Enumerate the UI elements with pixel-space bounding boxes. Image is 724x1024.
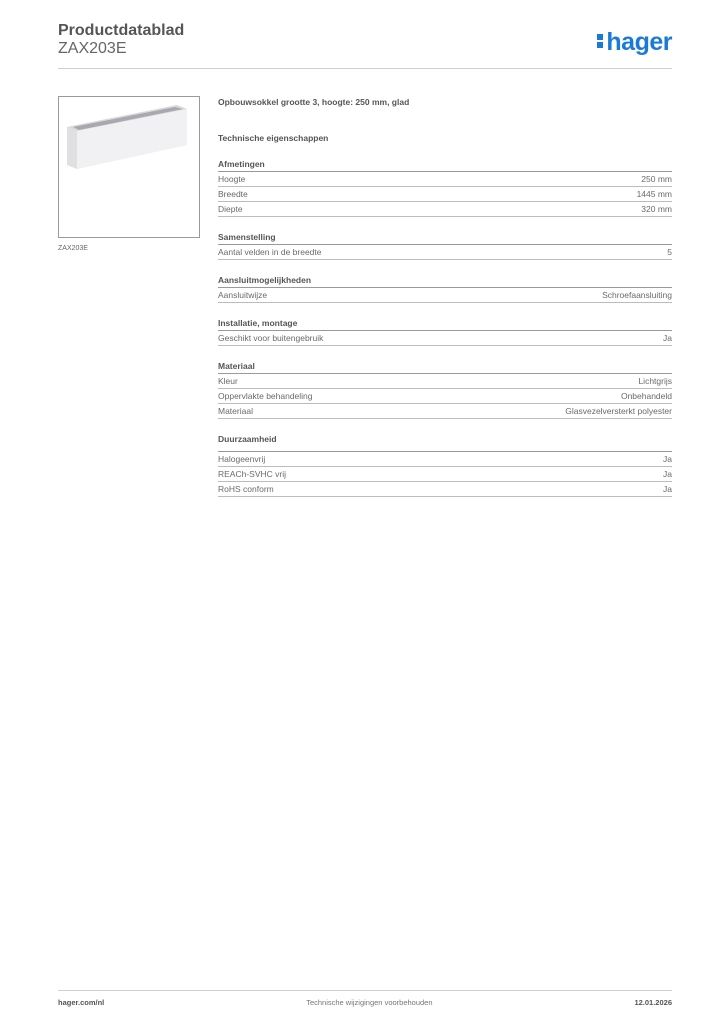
spec-row [218,288,672,303]
spec-row [218,404,672,419]
section-aansluitmogelijkheden [218,274,672,303]
section-title: Aansluitmogelijkheden [218,274,672,288]
section-materiaal [218,360,672,419]
spec-value: 250 mm [641,174,672,184]
spec-value: Onbehandeld [620,391,672,401]
spec-value: Ja [663,469,672,479]
product-image [58,96,200,238]
spec-label: Diepte [218,204,243,214]
spec-row [218,467,672,482]
section-title: Samenstelling [218,231,672,245]
image-caption: ZAX203E [58,245,88,252]
spec-label: Halogeenvrij [218,454,266,464]
spec-value: 5 [667,247,672,257]
product-description: Opbouwsokkel grootte 3, hoogte: 250 mm, glad [218,97,410,107]
spec-row [218,482,672,497]
product-plinth-icon [59,97,199,237]
logo-dots-icon [597,32,604,50]
spec-row [218,245,672,260]
spec-label: Aantal velden in de breedte [218,247,322,257]
spec-value: Glasvezelversterkt polyester [565,406,672,416]
technical-properties-title: Technische eigenschappen [218,133,329,143]
spec-row [218,187,672,202]
spec-value: Schroefaansluiting [602,290,672,300]
spec-row [218,202,672,217]
spec-label: Materiaal [218,406,253,416]
hager-logo [597,28,672,57]
footer-date: 12.01.2026 [634,998,672,1007]
spec-label: Oppervlakte behandeling [218,391,313,401]
spec-value: Ja [663,484,672,494]
section-samenstelling [218,231,672,260]
product-details [218,96,672,497]
spec-value: Ja [663,454,672,464]
spec-row [218,452,672,467]
section-installatie-montage [218,317,672,346]
footer-divider [58,990,672,991]
spec-row [218,389,672,404]
spec-label: RoHS conform [218,484,274,494]
section-title: Materiaal [218,360,672,374]
section-afmetingen [218,158,672,217]
spec-value: Lichtgrijs [638,376,672,386]
spec-label: Breedte [218,189,248,199]
spec-row [218,172,672,187]
spec-row [218,374,672,389]
spec-label: Geschikt voor buitengebruik [218,333,324,343]
section-title: Afmetingen [218,158,672,172]
section-duurzaamheid [218,433,672,497]
header-divider [58,68,672,69]
spec-value: 1445 mm [636,189,672,199]
spec-label: Aansluitwijze [218,290,268,300]
spec-label: REACh-SVHC vrij [218,469,287,479]
footer-website-link[interactable]: hager.com/nl [58,998,105,1007]
section-title: Installatie, montage [218,317,672,331]
spec-label: Kleur [218,376,238,386]
spec-row [218,331,672,346]
document-header [58,22,184,58]
product-code: ZAX203E [58,40,127,57]
spec-label: Hoogte [218,174,246,184]
spec-value: 320 mm [641,204,672,214]
document-title: Productdatablad [58,22,185,39]
spec-value: Ja [663,333,672,343]
section-title: Duurzaamheid [218,433,672,452]
footer-disclaimer: Technische wijzigingen voorbehouden [306,998,433,1007]
logo-text: hager [606,28,672,56]
document-footer [58,998,672,1007]
